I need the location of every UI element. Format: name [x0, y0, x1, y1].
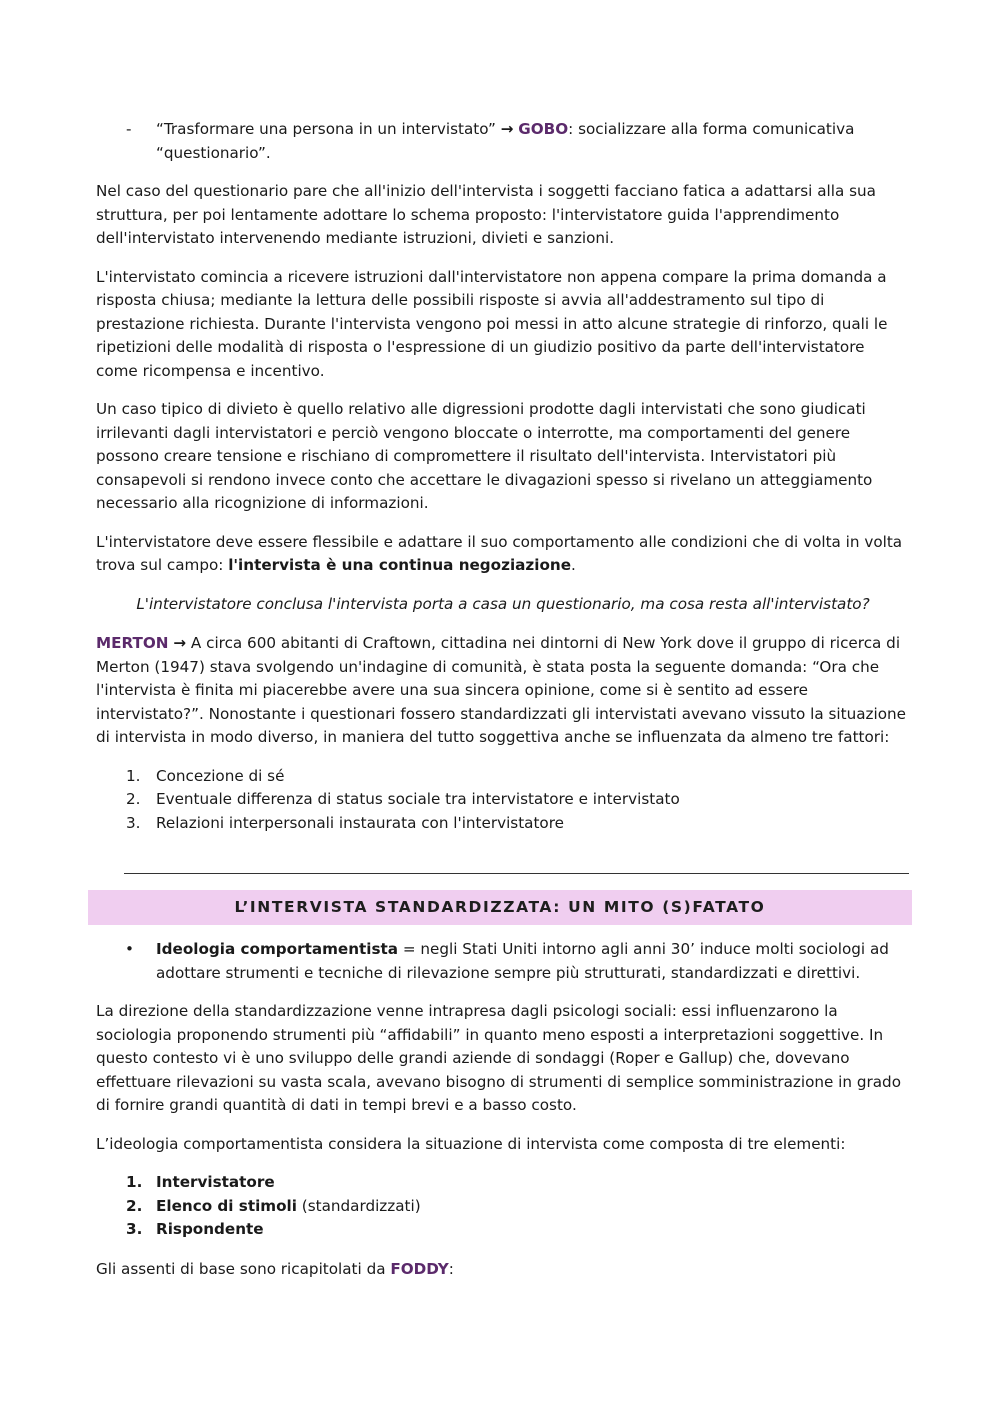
- gobo-name: GOBO: [518, 120, 569, 138]
- italic-question: L'intervistatore conclusa l'intervista porta a casa un questionario, ma cosa resta all'intervistato?: [136, 594, 870, 613]
- foddy-end: :: [448, 1259, 454, 1278]
- bullet-icon: •: [125, 940, 134, 958]
- list-item: [96, 788, 910, 812]
- list-item: [96, 1218, 910, 1242]
- paragraph-1: Nel caso del questionario pare che all'inizio dell'intervista i soggetti facciano fatica a adattarsi alla sua struttura, per poi lentamente adottare lo schema proposto: l'intervistatore guida l'apprendimento dell'intervistato intervenendo mediante istruzioni, divieti e sanzioni.: [96, 182, 876, 247]
- merton-text: A circa 600 abitanti di Craftown, cittadina nei dintorni di New York dove il gruppo di ricerca di Merton (1947) stava svolgendo un'indagine di comunità, è stata posta la seguente domanda: “Ora che l'intervista è finita mi piacerebbe avere una sua sincera opinione, come si è sentito ad essere intervistato?”. Nonostante i questionari fossero standardizzati gli intervistati avevano vissuto la situazione di intervista in modo diverso, in maniera del tutto soggettiva anche se influenzata da almeno tre fattori:: [96, 634, 906, 746]
- list-item-bold: Elenco di stimoli: [156, 1196, 297, 1215]
- ideology-bullet-item: [96, 938, 910, 985]
- gobo-list-item: [96, 118, 910, 165]
- list-item-bold: Intervistatore: [156, 1173, 275, 1191]
- list-item-rest: (standardizzati): [296, 1196, 421, 1215]
- list-item-text: Concezione di sé: [156, 766, 285, 785]
- paragraph-6: L’ideologia comportamentista considera la situazione di intervista come composta di tre elementi:: [96, 1134, 846, 1153]
- list-item: [96, 812, 910, 836]
- list-item: [96, 1171, 910, 1195]
- list-number: 2.: [126, 1196, 143, 1215]
- list-number: 1.: [126, 1173, 143, 1191]
- ideology-text: = negli Stati Uniti intorno agli anni 30’ induce molti sociologi ad adottare strumenti e tecniche di rilevazione sempre più strutturati, standardizzati e direttivi.: [156, 940, 889, 982]
- elements-list: [96, 1171, 910, 1242]
- gobo-text-after: : socializzare alla forma comunicativa “questionario”.: [156, 120, 855, 162]
- list-number: 3.: [126, 1220, 143, 1238]
- list-number: 2.: [126, 790, 141, 808]
- list-number: 1.: [126, 766, 141, 785]
- paragraph-4-end: .: [571, 556, 576, 574]
- foddy-text: Gli assenti di base sono ricapitolati da: [96, 1259, 391, 1278]
- ideology-term: Ideologia comportamentista: [156, 940, 399, 958]
- foddy-paragraph: [96, 1258, 910, 1282]
- section-heading: L’INTERVISTA STANDARDIZZATA: UN MITO (S)FATATO: [88, 890, 912, 925]
- paragraph-5: La direzione della standardizzazione venne intrapresa dagli psicologi sociali: essi influenzarono la sociologia proponendo strumenti più “affidabili” in quanto meno esposti a interpretazioni soggettive. In questo contesto vi è uno sviluppo delle grandi aziende di sondaggi (Roper e Gallup) che, dovevano effettuare rilevazioni su vasta scala, avevano bisogno di strumenti di semplice somministrazione in grado di fornire grandi quantità di dati in tempi brevi e a basso costo.: [96, 1002, 901, 1114]
- merton-paragraph: [96, 632, 910, 750]
- factors-list: [96, 765, 910, 836]
- arrow-icon: →: [173, 634, 187, 652]
- paragraph-3: Un caso tipico di divieto è quello relativo alle digressioni prodotte dagli intervistati che sono giudicati irrilevanti dagli intervistatori e perciò vengono bloccate o interrotte, ma comportamenti del genere possono creare tensione e rischiano di compromettere il risultato dell'intervista. Intervistatori più consapevoli si rendono invece conto che accettare le divagazioni spesso si rivelano un atteggiamento necessario alla ricognizione di informazioni.: [96, 400, 873, 512]
- paragraph-4-text: L'intervistatore deve essere flessibile e adattare il suo comportamento alle condizioni che di volta in volta trova sul campo:: [96, 532, 903, 574]
- foddy-name: FODDY: [390, 1259, 449, 1278]
- gobo-text-before: “Trasformare una persona in un intervistato”: [156, 120, 501, 138]
- list-item-text: Eventuale differenza di status sociale tra intervistatore e intervistato: [156, 790, 680, 808]
- list-number: 3.: [126, 813, 141, 832]
- arrow-icon: →: [500, 120, 514, 138]
- paragraph-2: L'intervistato comincia a ricevere istruzioni dall'intervistatore non appena compare la prima domanda a risposta chiusa; mediante la lettura delle possibili risposte si avvia all'addestramento sul tipo di prestazione richiesta. Durante l'intervista vengono poi messi in atto alcune strategie di rinforzo, quali le ripetizioni delle modalità di risposta o l'espressione di un giudizio positivo da parte dell'intervistatore come ricompensa e incentivo.: [96, 267, 888, 380]
- horizontal-divider: [124, 873, 909, 874]
- paragraph-4-bold: l'intervista è una continua negoziazione: [228, 556, 571, 574]
- list-item-text: Relazioni interpersonali instaurata con l'intervistatore: [156, 813, 564, 832]
- dash-marker: -: [126, 120, 132, 138]
- document-page: [96, 118, 910, 1296]
- list-item: [96, 765, 910, 789]
- merton-name: MERTON: [96, 634, 169, 652]
- list-item: [96, 1195, 910, 1219]
- paragraph-4: [96, 531, 910, 578]
- list-item-bold: Rispondente: [156, 1220, 264, 1238]
